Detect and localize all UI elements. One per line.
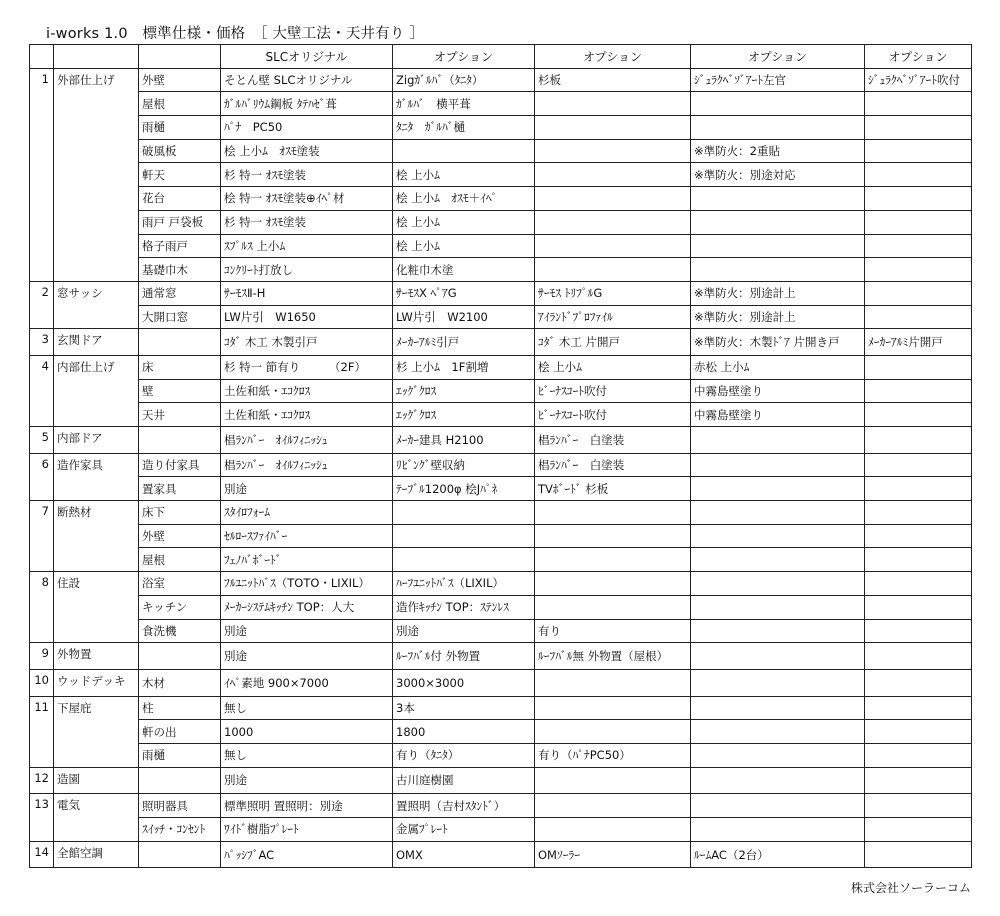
standard-spec-cell: ｽﾀｲﾛﾌｫｰﾑ [221, 501, 393, 525]
table-row [30, 818, 972, 842]
table-row [30, 68, 972, 92]
option-cell: 中霧島壁塗り [691, 379, 865, 403]
option-cell: ﾋﾞｰﾅｽｺｰﾄ吹付 [535, 403, 691, 427]
item-cell: 造り付家具 [139, 453, 221, 477]
row-number: 14 [30, 841, 54, 868]
option-cell [865, 187, 972, 211]
standard-spec-cell: LW片引 W1650 [221, 305, 393, 329]
option-cell: ﾃｰﾌﾞﾙ1200φ 桧Jﾊﾟﾈ [393, 477, 535, 501]
row-number: 3 [30, 329, 54, 356]
option-cell [535, 258, 691, 282]
table-row [30, 187, 972, 211]
company-name: 株式会社ソーラーコム [850, 881, 971, 895]
standard-spec-cell: 無し [221, 743, 393, 767]
option-cell [691, 818, 865, 842]
standard-spec-cell: 別途 [221, 477, 393, 501]
option-cell: 3本 [393, 696, 535, 720]
item-cell: 雨樋 [139, 743, 221, 767]
option-cell: TVﾎﾞｰﾄﾞ 杉板 [535, 477, 691, 501]
spec-table-body [30, 68, 972, 868]
item-cell: 柱 [139, 696, 221, 720]
header-row [30, 45, 972, 69]
option-cell [865, 818, 972, 842]
option-cell: ﾀﾆﾀ ｶﾞﾙﾊﾞ樋 [393, 116, 535, 140]
standard-spec-cell: 標準照明 置照明：別途 [221, 794, 393, 818]
row-number: 9 [30, 643, 54, 670]
option-cell [865, 548, 972, 572]
option-cell [865, 572, 972, 596]
standard-spec-cell: 杉 特一 節有り （2F） [221, 355, 393, 379]
item-cell: 通常窓 [139, 281, 221, 305]
category-cell: 外部仕上げ [54, 68, 139, 281]
standard-spec-cell: 別途 [221, 643, 393, 670]
table-row [30, 258, 972, 282]
option-cell: ｼﾞｭﾗｸﾍﾞｿﾞｱｰﾄ吹付 [865, 68, 972, 92]
option-cell: OMX [393, 841, 535, 868]
option-cell: 古川庭樹園 [393, 767, 535, 794]
option-cell: ※準防火：木製ﾄﾞｱ 片開き戸 [691, 329, 865, 356]
standard-spec-cell: ﾊﾟﾅ PC50 [221, 116, 393, 140]
option-cell [865, 477, 972, 501]
option-cell [691, 453, 865, 477]
option-cell: 有り [535, 619, 691, 643]
table-row [30, 743, 972, 767]
option-cell [865, 258, 972, 282]
option-cell: 金属ﾌﾟﾚｰﾄ [393, 818, 535, 842]
row-number: 4 [30, 355, 54, 426]
item-cell: 壁 [139, 379, 221, 403]
option-cell [691, 696, 865, 720]
option-cell [691, 669, 865, 696]
item-cell: 浴室 [139, 572, 221, 596]
table-row [30, 477, 972, 501]
table-row [30, 427, 972, 454]
standard-spec-cell: 別途 [221, 619, 393, 643]
option-cell [865, 305, 972, 329]
option-cell: ﾙｰﾑAC（2台） [691, 841, 865, 868]
option-cell [535, 92, 691, 116]
option-cell: 造作ｷｯﾁﾝ TOP：ｽﾃﾝﾚｽ [393, 595, 535, 619]
standard-spec-cell: 杉 特一 ｵｽﾓ塗装 [221, 210, 393, 234]
option-cell: ｻｰﾓｽX ﾍﾟｱG [393, 281, 535, 305]
table-row [30, 669, 972, 696]
option-cell: 椙ﾗﾝﾊﾞｰ 白塗装 [535, 453, 691, 477]
standard-spec-cell: 桧 特一 ｵｽﾓ塗装⊕ｲﾍﾟ材 [221, 187, 393, 211]
option-cell: 桧 上小ﾑ [393, 210, 535, 234]
option-cell [865, 163, 972, 187]
standard-spec-cell: 土佐和紙・ｴｺｸﾛｽ [221, 403, 393, 427]
option-cell: ﾙｰﾌﾊﾞﾙ付 外物置 [393, 643, 535, 670]
category-cell: 造作家具 [54, 453, 139, 500]
option-cell: OMｿｰﾗｰ [535, 841, 691, 868]
option-cell [865, 403, 972, 427]
standard-spec-cell: そとん壁 SLCオリジナル [221, 68, 393, 92]
row-number: 13 [30, 794, 54, 841]
option-cell [535, 696, 691, 720]
option-cell: ※準防火：2重貼 [691, 139, 865, 163]
option-cell: 杉板 [535, 68, 691, 92]
option-cell [865, 841, 972, 868]
option-cell: ﾋﾞｰﾅｽｺｰﾄ吹付 [535, 379, 691, 403]
row-number: 11 [30, 696, 54, 767]
option-cell: ｺﾀﾞ 木工 片開戸 [535, 329, 691, 356]
option-cell [691, 187, 865, 211]
header-cell: SLCオリジナル [221, 45, 393, 69]
table-row [30, 595, 972, 619]
option-cell [691, 720, 865, 744]
category-cell: 外物置 [54, 643, 139, 670]
option-cell: 別途 [393, 619, 535, 643]
table-row [30, 767, 972, 794]
table-row [30, 841, 972, 868]
option-cell [535, 116, 691, 140]
option-cell: Zigｶﾞﾙﾊﾞ（ﾀﾆﾀ） [393, 68, 535, 92]
item-cell: 天井 [139, 403, 221, 427]
option-cell: ﾒｰｶｰｱﾙﾐ片開戸 [865, 329, 972, 356]
item-cell [139, 427, 221, 454]
option-cell: ｱｲﾗﾝﾄﾞﾌﾟﾛﾌｧｲﾙ [535, 305, 691, 329]
option-cell [535, 720, 691, 744]
option-cell: 中霧島壁塗り [691, 403, 865, 427]
option-cell [865, 696, 972, 720]
table-row [30, 619, 972, 643]
item-cell: 基礎巾木 [139, 258, 221, 282]
option-cell: ﾊｰﾌﾕﾆｯﾄﾊﾞｽ（LIXIL） [393, 572, 535, 596]
option-cell [393, 139, 535, 163]
option-cell [865, 210, 972, 234]
table-row [30, 501, 972, 525]
option-cell [691, 619, 865, 643]
table-row [30, 794, 972, 818]
standard-spec-cell: ﾒｰｶｰｼｽﾃﾑｷｯﾁﾝ TOP：人大 [221, 595, 393, 619]
option-cell: ※準防火：別途計上 [691, 281, 865, 305]
option-cell [535, 794, 691, 818]
option-cell [691, 210, 865, 234]
row-number: 6 [30, 453, 54, 500]
item-cell: 大開口窓 [139, 305, 221, 329]
item-cell: ｽｲｯﾁ・ｺﾝｾﾝﾄ [139, 818, 221, 842]
option-cell [691, 258, 865, 282]
standard-spec-cell: ｶﾞﾙﾊﾞﾘｳﾑ鋼板 ﾀﾃﾊｾﾞ葺 [221, 92, 393, 116]
option-cell [691, 794, 865, 818]
category-cell: 内部仕上げ [54, 355, 139, 426]
option-cell [865, 743, 972, 767]
option-cell [393, 524, 535, 548]
option-cell: ※準防火：別途対応 [691, 163, 865, 187]
option-cell [691, 92, 865, 116]
item-cell: 床下 [139, 501, 221, 525]
table-row [30, 92, 972, 116]
row-number: 10 [30, 669, 54, 696]
item-cell: 雨戸 戸袋板 [139, 210, 221, 234]
table-row [30, 355, 972, 379]
option-cell: 杉 上小ﾑ 1F割増 [393, 355, 535, 379]
row-number: 12 [30, 767, 54, 794]
option-cell [691, 501, 865, 525]
item-cell: 屋根 [139, 548, 221, 572]
table-row [30, 643, 972, 670]
standard-spec-cell: ｲﾍﾟ素地 900×7000 [221, 669, 393, 696]
table-row [30, 720, 972, 744]
spec-table [29, 44, 972, 868]
option-cell: 桧 上小ﾑ [393, 163, 535, 187]
standard-spec-cell: ｺﾝｸﾘｰﾄ打放し [221, 258, 393, 282]
option-cell: 桧 上小ﾑ ｵｽﾓ＋ｲﾍﾟ [393, 187, 535, 211]
option-cell: ｴｯｸﾞｸﾛｽ [393, 379, 535, 403]
table-row [30, 116, 972, 140]
item-cell: 床 [139, 355, 221, 379]
option-cell [535, 139, 691, 163]
option-cell [691, 643, 865, 670]
standard-spec-cell: 椙ﾗﾝﾊﾞｰ ｵｲﾙﾌｨﾆｯｼｭ [221, 427, 393, 454]
table-row [30, 548, 972, 572]
item-cell: 置家具 [139, 477, 221, 501]
standard-spec-cell: 別途 [221, 767, 393, 794]
option-cell: ｻｰﾓｽ ﾄﾘﾌﾟﾙG [535, 281, 691, 305]
item-cell: 食洗機 [139, 619, 221, 643]
standard-spec-cell: ｻｰﾓｽⅡ-H [221, 281, 393, 305]
category-cell: 電気 [54, 794, 139, 841]
option-cell [691, 524, 865, 548]
option-cell [865, 595, 972, 619]
category-cell: 全館空調 [54, 841, 139, 868]
row-number: 7 [30, 501, 54, 572]
item-cell: 外壁 [139, 68, 221, 92]
option-cell [865, 643, 972, 670]
header-cell [54, 45, 139, 69]
option-cell [865, 501, 972, 525]
option-cell [691, 572, 865, 596]
option-cell: 有り（ﾊﾟﾅPC50） [535, 743, 691, 767]
item-cell: キッチン [139, 595, 221, 619]
option-cell [691, 743, 865, 767]
item-cell [139, 643, 221, 670]
option-cell: ﾒｰｶｰｱﾙﾐ引戸 [393, 329, 535, 356]
table-row [30, 379, 972, 403]
category-cell: ウッドデッキ [54, 669, 139, 696]
option-cell [865, 524, 972, 548]
option-cell: 赤松 上小ﾑ [691, 355, 865, 379]
table-row [30, 139, 972, 163]
option-cell [535, 767, 691, 794]
table-row [30, 234, 972, 258]
row-number: 5 [30, 427, 54, 454]
option-cell: 桧 上小ﾑ [535, 355, 691, 379]
standard-spec-cell: ｾﾙﾛｰｽﾌｧｲﾊﾞｰ [221, 524, 393, 548]
option-cell [535, 501, 691, 525]
option-cell [535, 187, 691, 211]
option-cell [535, 595, 691, 619]
table-row [30, 572, 972, 596]
option-cell [865, 453, 972, 477]
option-cell [865, 669, 972, 696]
item-cell [139, 329, 221, 356]
standard-spec-cell: ﾊﾟｯｼﾌﾞAC [221, 841, 393, 868]
option-cell [691, 234, 865, 258]
standard-spec-cell: 杉 特一 ｵｽﾓ塗装 [221, 163, 393, 187]
standard-spec-cell: 桧 上小ﾑ ｵｽﾓ塗装 [221, 139, 393, 163]
item-cell: 軒の出 [139, 720, 221, 744]
category-cell: 内部ドア [54, 427, 139, 454]
item-cell: 外壁 [139, 524, 221, 548]
option-cell [535, 548, 691, 572]
table-row [30, 453, 972, 477]
standard-spec-cell: 椙ﾗﾝﾊﾞｰ ｵｲﾙﾌｨﾆｯｼｭ [221, 453, 393, 477]
option-cell [865, 92, 972, 116]
table-row [30, 524, 972, 548]
option-cell: ｼﾞｭﾗｸﾍﾞｿﾞｱｰﾄ左官 [691, 68, 865, 92]
option-cell [865, 281, 972, 305]
item-cell: 軒天 [139, 163, 221, 187]
option-cell: 1800 [393, 720, 535, 744]
row-number: 2 [30, 281, 54, 328]
option-cell [865, 116, 972, 140]
item-cell: 花台 [139, 187, 221, 211]
standard-spec-cell: 無し [221, 696, 393, 720]
header-cell: オプション [865, 45, 972, 69]
option-cell [535, 818, 691, 842]
option-cell [691, 595, 865, 619]
row-number: 8 [30, 572, 54, 643]
option-cell: 化粧巾木塗 [393, 258, 535, 282]
option-cell [865, 427, 972, 454]
header-cell: オプション [691, 45, 865, 69]
standard-spec-cell: 1000 [221, 720, 393, 744]
option-cell [865, 619, 972, 643]
option-cell: 桧 上小ﾑ [393, 234, 535, 258]
option-cell [535, 669, 691, 696]
option-cell: ﾘﾋﾞﾝｸﾞ壁収納 [393, 453, 535, 477]
option-cell [691, 548, 865, 572]
option-cell [865, 794, 972, 818]
table-row [30, 403, 972, 427]
option-cell [691, 767, 865, 794]
table-row [30, 305, 972, 329]
option-cell [691, 427, 865, 454]
table-row [30, 163, 972, 187]
table-row [30, 210, 972, 234]
option-cell: LW片引 W2100 [393, 305, 535, 329]
option-cell: ｶﾞﾙﾊﾞ 横平葺 [393, 92, 535, 116]
option-cell [535, 524, 691, 548]
option-cell [865, 379, 972, 403]
standard-spec-cell: ﾌｪﾉﾊﾞﾎﾞｰﾄﾞ [221, 548, 393, 572]
option-cell [393, 501, 535, 525]
item-cell: 破風板 [139, 139, 221, 163]
document-title: i-works 1.0 標準仕様・価格 ［ 大壁工法・天井有り ］ [46, 26, 425, 42]
item-cell: 照明器具 [139, 794, 221, 818]
table-row [30, 696, 972, 720]
standard-spec-cell: ﾌﾙﾕﾆｯﾄﾊﾞｽ（TOTO・LIXIL） [221, 572, 393, 596]
option-cell: 椙ﾗﾝﾊﾞｰ 白塗装 [535, 427, 691, 454]
category-cell: 玄関ドア [54, 329, 139, 356]
item-cell [139, 841, 221, 868]
option-cell [865, 139, 972, 163]
header-cell [30, 45, 54, 69]
option-cell [865, 720, 972, 744]
header-cell: オプション [535, 45, 691, 69]
option-cell: ﾒｰｶｰ建具 H2100 [393, 427, 535, 454]
category-cell: 下屋庇 [54, 696, 139, 767]
option-cell [691, 477, 865, 501]
item-cell: 格子雨戸 [139, 234, 221, 258]
category-cell: 住設 [54, 572, 139, 643]
option-cell: 有り（ﾀﾆﾀ） [393, 743, 535, 767]
item-cell: 屋根 [139, 92, 221, 116]
category-cell: 窓サッシ [54, 281, 139, 328]
option-cell: 置照明（吉村ｽﾀﾝﾄﾞ） [393, 794, 535, 818]
option-cell [535, 234, 691, 258]
category-cell: 造園 [54, 767, 139, 794]
standard-spec-cell: ﾜｲﾄﾞ樹脂ﾌﾟﾚｰﾄ [221, 818, 393, 842]
option-cell [865, 234, 972, 258]
option-cell: ｴｯｸﾞｸﾛｽ [393, 403, 535, 427]
row-number: 1 [30, 68, 54, 281]
item-cell: 木材 [139, 669, 221, 696]
option-cell [535, 210, 691, 234]
option-cell [535, 163, 691, 187]
option-cell: ※準防火：別途計上 [691, 305, 865, 329]
category-cell: 断熱材 [54, 501, 139, 572]
table-row [30, 281, 972, 305]
item-cell: 雨樋 [139, 116, 221, 140]
standard-spec-cell: ｽﾌﾟﾙｽ 上小ﾑ [221, 234, 393, 258]
option-cell [691, 116, 865, 140]
option-cell: 3000×3000 [393, 669, 535, 696]
option-cell [393, 548, 535, 572]
header-cell: オプション [393, 45, 535, 69]
header-cell [139, 45, 221, 69]
standard-spec-cell: ｺﾀﾞ 木工 木製引戸 [221, 329, 393, 356]
option-cell [865, 355, 972, 379]
option-cell [535, 572, 691, 596]
option-cell: ﾙｰﾌﾊﾞﾙ無 外物置（屋根） [535, 643, 691, 670]
item-cell [139, 767, 221, 794]
option-cell [865, 767, 972, 794]
standard-spec-cell: 土佐和紙・ｴｺｸﾛｽ [221, 379, 393, 403]
table-row [30, 329, 972, 356]
